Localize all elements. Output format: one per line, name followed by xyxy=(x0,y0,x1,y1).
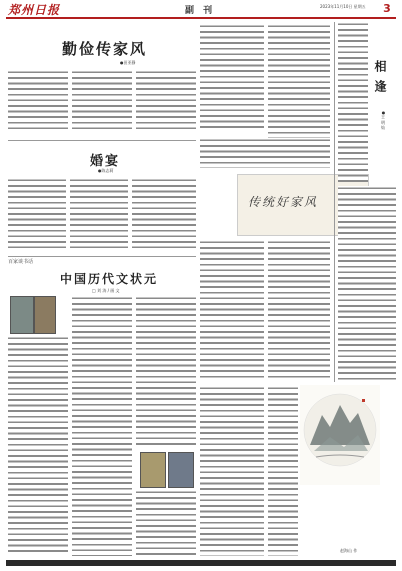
article-body-thrift-col3 xyxy=(136,70,196,132)
article-body-thrift-col4 xyxy=(200,24,264,132)
article-byline-meeting: ●王 明 灿 xyxy=(381,110,386,130)
article-body-scholars-col1 xyxy=(8,336,68,556)
article-body-scholars-col3 xyxy=(136,296,196,446)
article-body-scholars-col2 xyxy=(72,296,132,556)
article-body-thrift-col1 xyxy=(8,70,68,132)
calligraphy-text: 传统好家风 xyxy=(248,195,319,209)
section-divider xyxy=(8,140,196,141)
dateline: 2023年11月10日 星期五 xyxy=(320,4,366,9)
article-body-meeting-col2 xyxy=(338,186,396,380)
article-body-scholars-col4 xyxy=(200,386,264,556)
article-byline-wedding: ●陈志莉 xyxy=(98,168,114,173)
masthead xyxy=(0,0,402,18)
book-cover-image xyxy=(34,296,56,334)
book-cover-image xyxy=(140,452,166,488)
article-body-thrift-col6 xyxy=(200,138,330,168)
article-title-scholars: 中国历代文状元 xyxy=(60,272,159,286)
article-title-thrift: 勤俭传家风 xyxy=(62,40,148,58)
painting-credit: 赵海山 作 xyxy=(340,548,358,553)
book-cover-image xyxy=(168,452,194,488)
article-body-wedding-col3 xyxy=(132,178,196,248)
article-body-thrift-col2 xyxy=(72,70,132,132)
section-divider xyxy=(8,256,196,257)
page-footer xyxy=(6,560,396,566)
landscape-painting xyxy=(300,385,380,485)
article-body-thrift-col8 xyxy=(268,240,330,380)
page-number: 3 xyxy=(383,2,391,15)
article-body-wedding-col2 xyxy=(70,178,128,248)
article-title-meeting: 相逢 xyxy=(373,60,387,100)
article-body-scholars-col3b xyxy=(136,490,196,556)
article-byline-thrift: ●田亚静 xyxy=(120,60,136,65)
section-title: 副 刊 xyxy=(185,6,216,16)
article-body-meeting-col3 xyxy=(268,386,298,556)
book-cover-image xyxy=(10,296,34,334)
column-divider xyxy=(334,22,335,382)
article-body-wedding-col1 xyxy=(8,178,66,248)
newspaper-logo: 郑州日报 xyxy=(8,3,61,17)
article-title-wedding: 婚宴 xyxy=(90,154,121,169)
article-byline-scholars: □ 刘 涛 / 画 文 xyxy=(92,288,120,293)
article-body-thrift-col7 xyxy=(200,240,264,380)
masthead-rule xyxy=(6,17,396,19)
column-label: 百家谈书话 xyxy=(8,259,34,265)
article-body-meeting-col1 xyxy=(338,22,368,182)
